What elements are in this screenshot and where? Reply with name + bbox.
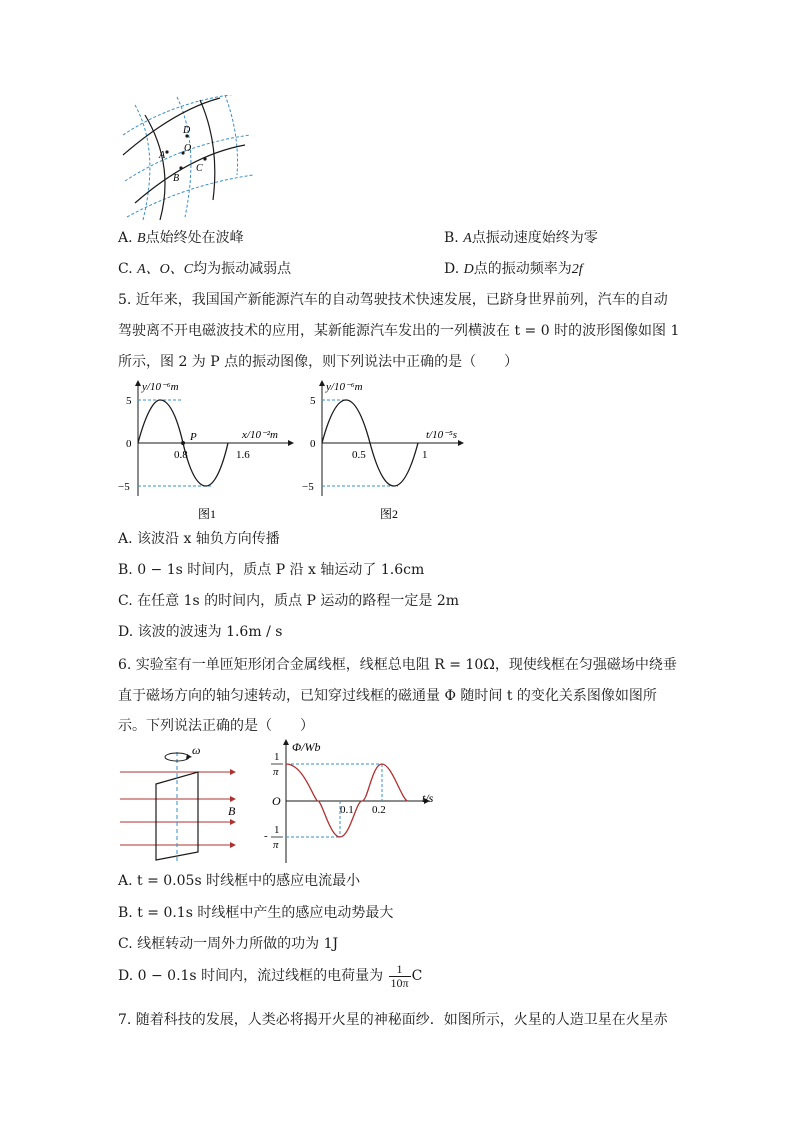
tick-02: 0.2 bbox=[372, 804, 386, 816]
point-b bbox=[179, 166, 182, 169]
pos-tick-num: 1 bbox=[274, 751, 280, 763]
q6-stem-line1: 6. 实验室有一单匝矩形闭合金属线框，线框总电阻 R = 10Ω，现使线框在匀强磁场中绕垂 bbox=[118, 657, 677, 673]
pos-tick-den: π bbox=[273, 766, 279, 778]
q4-option-d: D. D点的振动频率为2f bbox=[444, 261, 583, 277]
origin-label: O bbox=[272, 794, 281, 808]
q5-option-d: D. 该波的波速为 1.6m / s bbox=[118, 624, 283, 640]
time-axis-label: t/s bbox=[422, 791, 434, 805]
fig2-tick-neg5: −5 bbox=[302, 481, 314, 493]
fig1-caption: 图1 bbox=[198, 507, 217, 521]
q6-stem-line3: 示。下列说法正确的是（ ） bbox=[118, 718, 314, 734]
fig2-tick-1: 1 bbox=[422, 449, 428, 461]
neg-tick-den: π bbox=[273, 839, 279, 851]
fig1-tick-neg5: −5 bbox=[118, 481, 130, 493]
q6-stem-line2: 直于磁场方向的轴匀速转动，已知穿过线框的磁通量 Φ 随时间 t 的变化关系图像如图所 bbox=[118, 688, 657, 704]
fig2-caption: 图2 bbox=[380, 507, 399, 521]
fig2-tick-0: 0 bbox=[310, 438, 316, 450]
omega-label: ω bbox=[192, 743, 201, 757]
b-field-label: B bbox=[228, 804, 236, 818]
fig1-tick-5: 5 bbox=[126, 395, 132, 407]
q5-stem-line3: 所示，图 2 为 P 点的振动图像，则下列说法中正确的是（ ） bbox=[118, 354, 519, 370]
q4-option-a: A. B点始终处在波峰 bbox=[118, 230, 244, 246]
fig1-tick-0: 0 bbox=[126, 438, 132, 450]
label-d: D bbox=[183, 125, 191, 136]
fig1-tick-08: 0.8 bbox=[174, 449, 188, 461]
tick-01: 0.1 bbox=[340, 804, 354, 816]
q5-figure-1 bbox=[118, 378, 298, 523]
neg-tick-sign: - bbox=[264, 830, 268, 842]
label-b: B bbox=[173, 173, 180, 184]
fig1-y-axis-label: y/10⁻⁶m bbox=[142, 381, 179, 393]
q5-stem-line1: 5. 近年来，我国国产新能源汽车的自动驾驶技术快速发展，已跻身世界前列，汽车的自动 bbox=[118, 292, 668, 308]
fig1-x-axis-label: x/10⁻²m bbox=[242, 429, 278, 441]
q4-option-b: B. A点振动速度始终为零 bbox=[444, 230, 598, 246]
q6-option-b: B. t = 0.1s 时线框中产生的感应电动势最大 bbox=[118, 905, 394, 921]
fig2-y-axis-label: y/10⁻⁶m bbox=[326, 381, 363, 393]
q5-option-c: C. 在任意 1s 的时间内，质点 P 运动的路程一定是 2m bbox=[118, 593, 460, 609]
q7-stem-line1: 7. 随着科技的发展，人类必将揭开火星的神秘面纱．如图所示，火星的人造卫星在火星赤 bbox=[118, 1012, 668, 1028]
q6-option-c: C. 线框转动一周外力所做的功为 1J bbox=[118, 936, 339, 952]
neg-tick-num: 1 bbox=[274, 824, 280, 836]
wave-interference-figure bbox=[115, 95, 255, 220]
q6-flux-graph bbox=[262, 735, 447, 867]
label-o: O bbox=[184, 143, 192, 154]
label-a: A bbox=[159, 150, 166, 161]
point-c bbox=[203, 157, 206, 160]
q5-option-a: A. 该波沿 x 轴负方向传播 bbox=[118, 531, 280, 547]
q4-option-c: C. A、O、C均为振动减弱点 bbox=[118, 261, 292, 277]
point-a bbox=[165, 150, 168, 153]
fig1-point-p: P bbox=[190, 431, 197, 443]
q5-option-b: B. 0 − 1s 时间内，质点 P 沿 x 轴运动了 1.6cm bbox=[118, 562, 425, 578]
fig1-tick-16: 1.6 bbox=[236, 449, 250, 461]
q6-coil-figure bbox=[118, 742, 248, 862]
charge-fraction: $\frac{1}{10\pi}$ bbox=[390, 961, 409, 990]
q5-figure-2 bbox=[300, 378, 480, 523]
q6-option-d: D. 0 − 0.1s 时间内，流过线框的电荷量为 $\frac{1}{10\pi}$ C bbox=[118, 961, 423, 990]
fig2-tick-05: 0.5 bbox=[352, 449, 366, 461]
flux-axis-label: Φ/Wb bbox=[292, 740, 321, 754]
label-c: C bbox=[196, 163, 203, 174]
fig2-x-axis-label: t/10⁻⁵s bbox=[426, 429, 458, 441]
q6-option-a: A. t = 0.05s 时线框中的感应电流最小 bbox=[118, 873, 361, 889]
q5-stem-line2: 驾驶离不开电磁波技术的应用，某新能源汽车发出的一列横波在 t = 0 时的波形图像如图 1 bbox=[118, 323, 680, 339]
fig2-tick-5: 5 bbox=[310, 395, 316, 407]
